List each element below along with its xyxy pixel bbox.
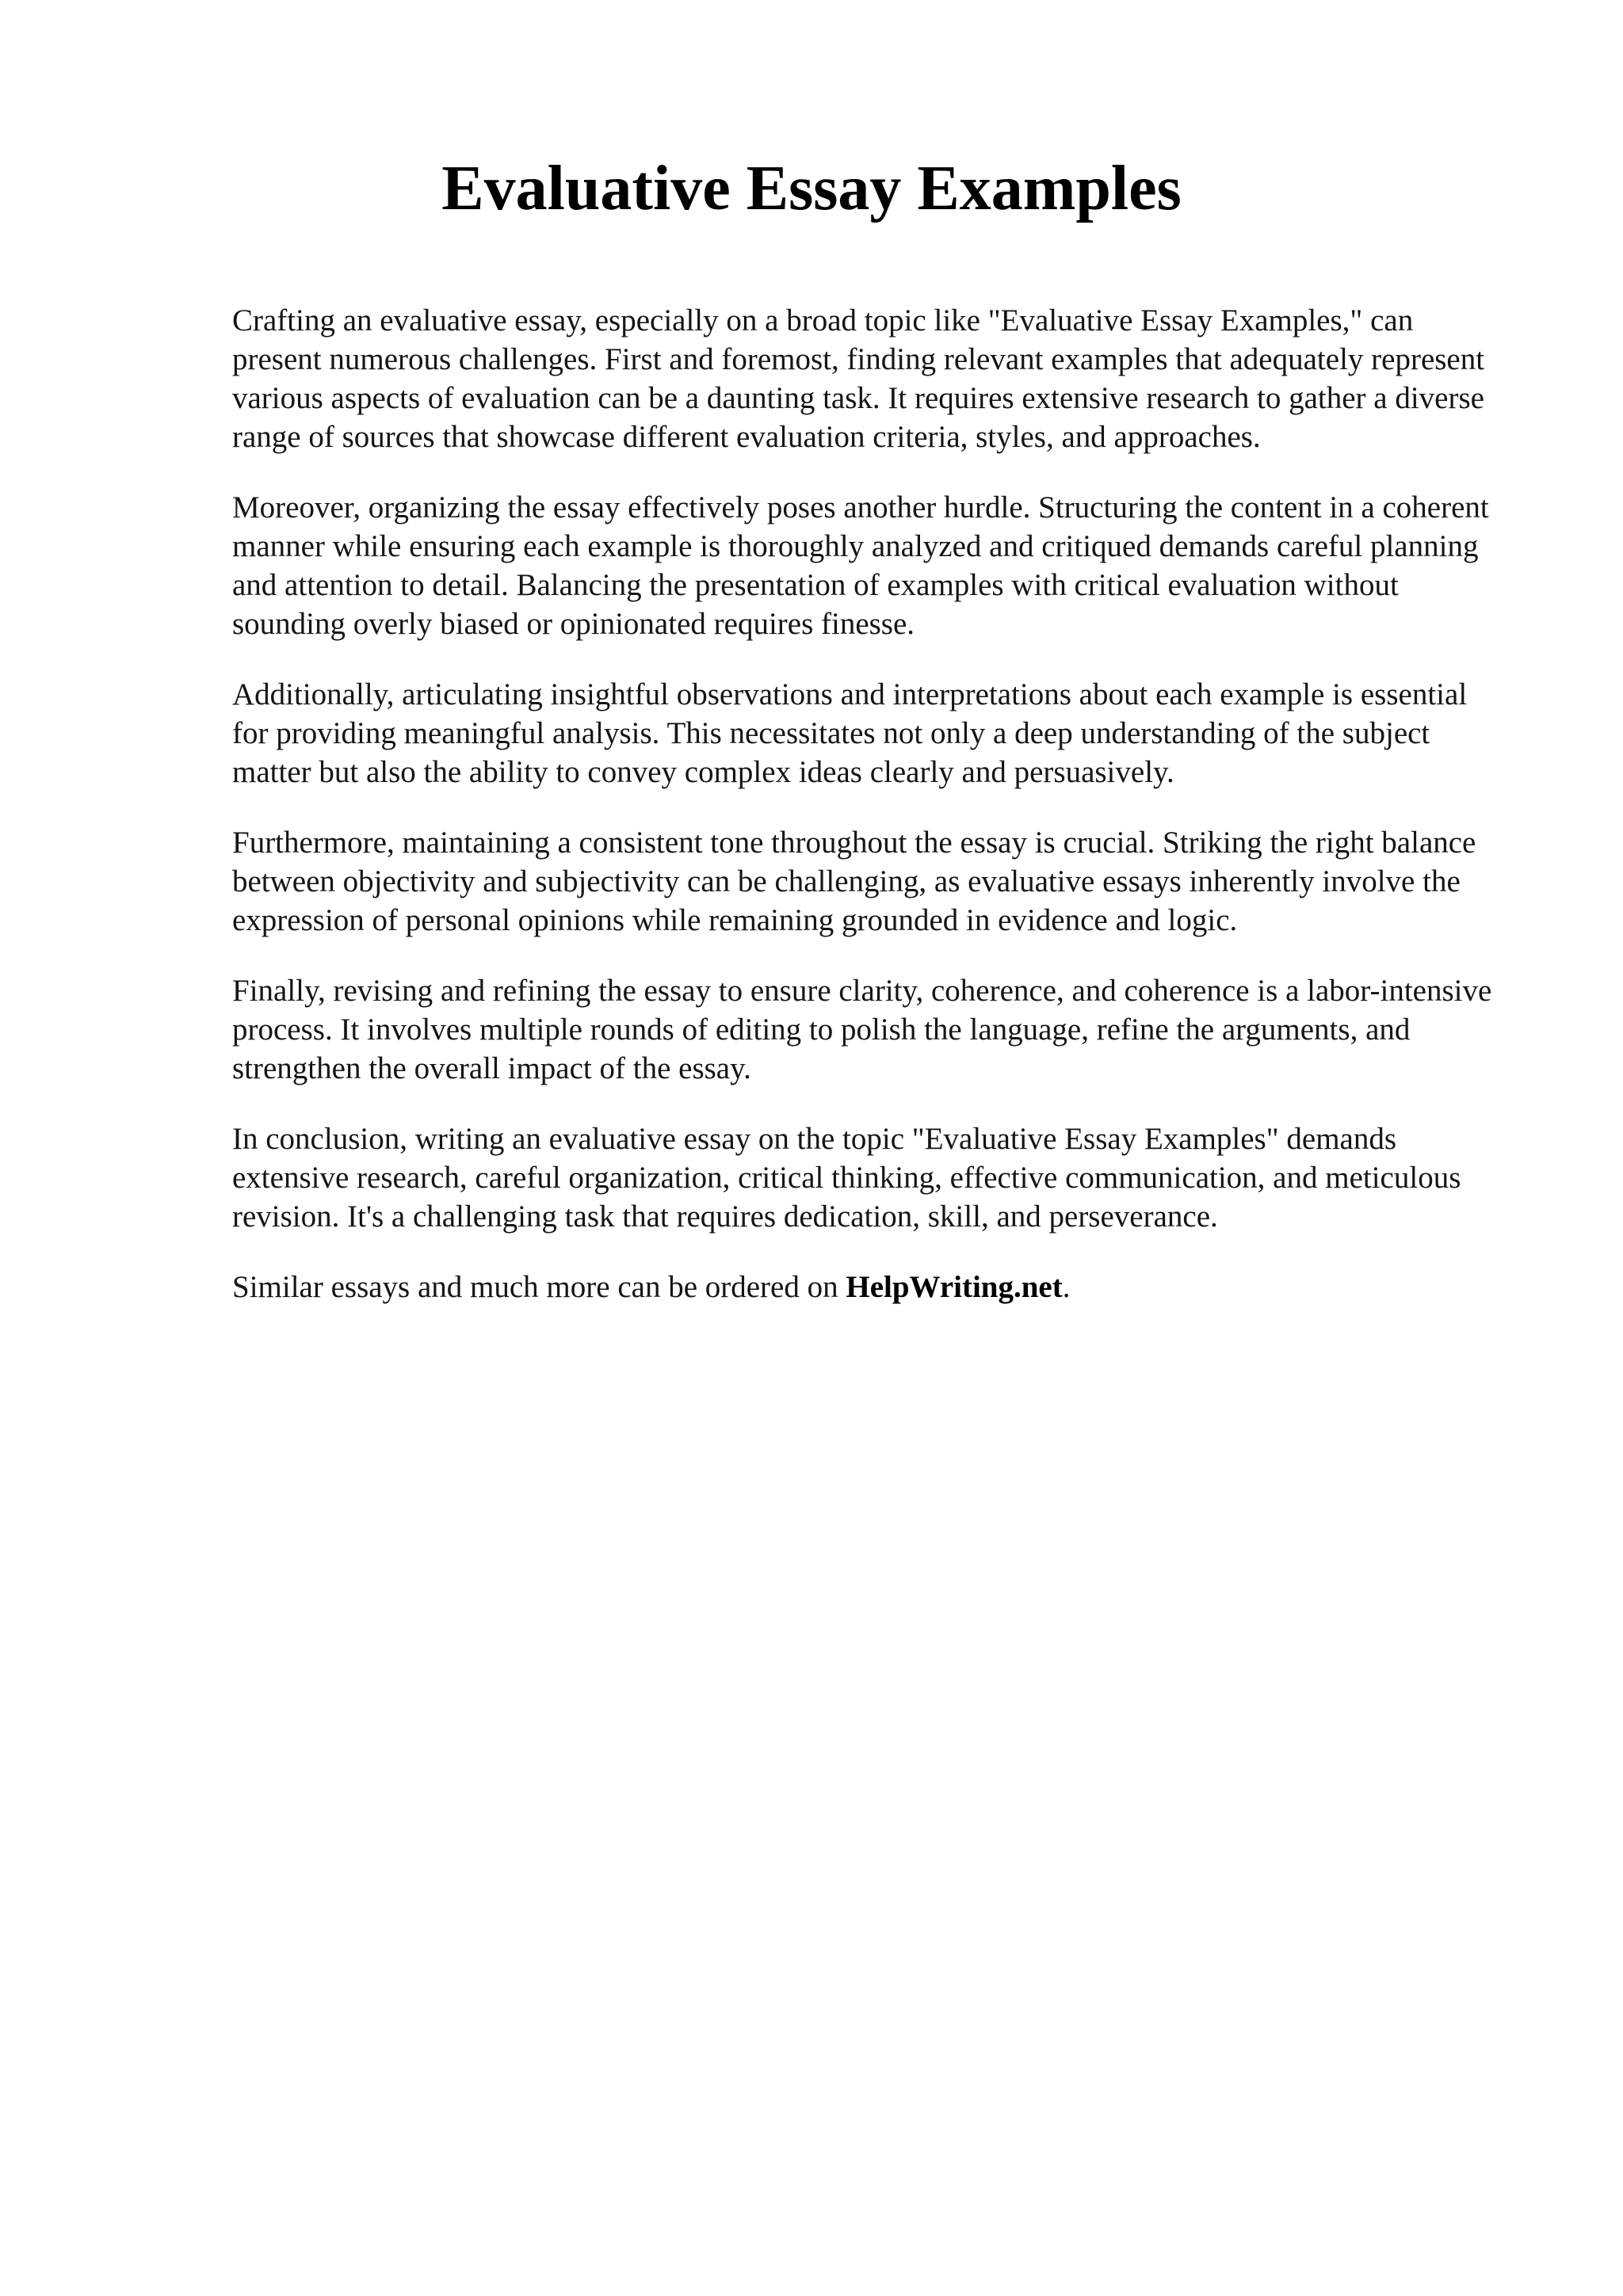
closing-text: Similar essays and much more can be ordered on [232,1270,846,1304]
paragraph-6: In conclusion, writing an evaluative essay on the topic "Evaluative Essay Examples" demands extensive research, careful organization, critical thinking, effective communication, and meticulous revision. It's a challenging task that requires dedication, skill, and perseverance. [232,1122,1461,1234]
paragraph-4: Furthermore, maintaining a consistent tone throughout the essay is crucial. Striking the right balance between objectivity and subjectivity can be challenging, as evaluative essays inherently involve the expression of personal opinions while remaining grounded in evidence and logic. [232,826,1476,937]
closing-period: . [1062,1270,1071,1304]
paragraph-3: Additionally, articulating insightful observations and interpretations about each example is essential for providing meaningful analysis. This necessitates not only a deep understanding of the subject matter but also the ability to convey complex ideas clearly and persuasively. [232,677,1468,789]
paragraph-1: Crafting an evaluative essay, especially on a broad topic like "Evaluative Essay Examples," can present numerous challenges. First and foremost, finding relevant examples that adequately represent various aspects of evaluation can be a daunting task. It requires extensive research to gather a diverse range of sources that showcase different evaluation criteria, styles, and approaches. [232,303,1485,454]
closing-paragraph [232,1268,1500,1306]
paragraph-2: Moreover, organizing the essay effectively poses another hurdle. Structuring the content in a coherent manner while ensuring each example is thoroughly analyzed and critiqued demands careful planning and attention to detail. Balancing the presentation of examples with critical evaluation without sounding overly biased or opinionated requires finesse. [232,490,1489,641]
paragraph-5: Finally, revising and refining the essay to ensure clarity, coherence, and coherence is a labor-intensive process. It involves multiple rounds of editing to polish the language, refine the arguments, and strengthen the overall impact of the essay. [232,974,1492,1085]
brand-name: HelpWriting.net [846,1270,1063,1304]
document-body [232,301,1500,1338]
document-title: Evaluative Essay Examples [441,154,1182,223]
